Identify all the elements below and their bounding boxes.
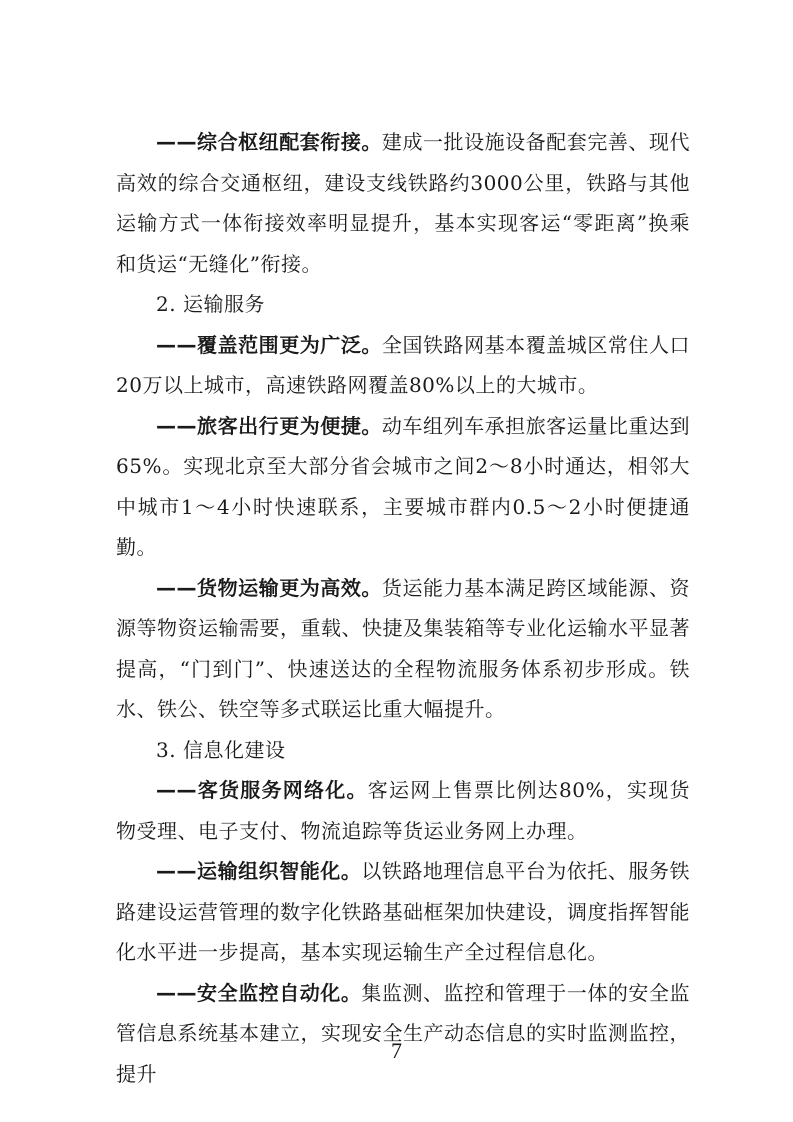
section-heading-transport-service: 2. 运输服务 xyxy=(156,292,265,316)
paragraph-hub-integration xyxy=(116,122,690,284)
paragraph-service-network xyxy=(116,770,690,851)
paragraph-lead: ——综合枢纽配套衔接。 xyxy=(156,130,382,154)
body-text xyxy=(116,122,690,1094)
paragraph-transport-intelligence xyxy=(116,851,690,973)
paragraph-text: 以铁路地理信息平台为依托、服务铁路建设运营管理的数字化铁路基础框架加快建设，调度指挥智能化水平进一步提高，基本实现运输生产全过程信息化。 xyxy=(116,859,690,964)
paragraph-lead: ——运输组织智能化。 xyxy=(156,859,362,883)
paragraph-passenger-travel xyxy=(116,406,690,568)
paragraph-text: 客运网上售票比例达80%，实现货物受理、电子支付、物流追踪等货运业务网上办理。 xyxy=(116,778,691,843)
paragraph-coverage xyxy=(116,325,690,406)
paragraph-freight-transport xyxy=(116,568,690,730)
paragraph-text: 动车组列车承担旅客运量比重达到65%。实现北京至大部分省会城市之间2～8小时通达，相邻大中城市1～4小时快速联系，主要城市群内0.5～2小时便捷通勤。 xyxy=(116,413,691,559)
paragraph-lead: ——旅客出行更为便捷。 xyxy=(156,413,382,438)
paragraph-text: 货运能力基本满足跨区域能源、资源等物资运输需要，重载、快捷及集装箱等专业化运输水平显著提高，“门到门”、快速送达的全程物流服务体系初步形成。铁水、铁公、铁空等多式联运比重大幅提升。 xyxy=(116,575,691,721)
paragraph-text: 建成一批设施设备配套完善、现代高效的综合交通枢纽，建设支线铁路约3000公里，铁路与其他运输方式一体衔接效率明显提升，基本实现客运“零距离”换乘和货运“无缝化”衔接。 xyxy=(116,130,691,276)
paragraph-lead: ——客货服务网络化。 xyxy=(156,778,368,802)
paragraph-lead: ——覆盖范围更为广泛。 xyxy=(156,332,382,357)
page-number: 7 xyxy=(391,1038,402,1063)
paragraph-text: 全国铁路网基本覆盖城区常住人口20万以上城市，高速铁路网覆盖80%以上的大城市。 xyxy=(116,332,691,397)
paragraph-lead: ——货物运输更为高效。 xyxy=(156,575,382,600)
paragraph-safety-monitoring xyxy=(116,973,690,1095)
paragraph-lead: ——安全监控自动化。 xyxy=(156,980,362,1005)
paragraph-text: 集监测、监控和管理于一体的安全监管信息系统基本建立，实现安全生产动态信息的实时监测监控，提升 xyxy=(116,980,690,1086)
section-heading-informatization: 3. 信息化建设 xyxy=(156,737,286,762)
